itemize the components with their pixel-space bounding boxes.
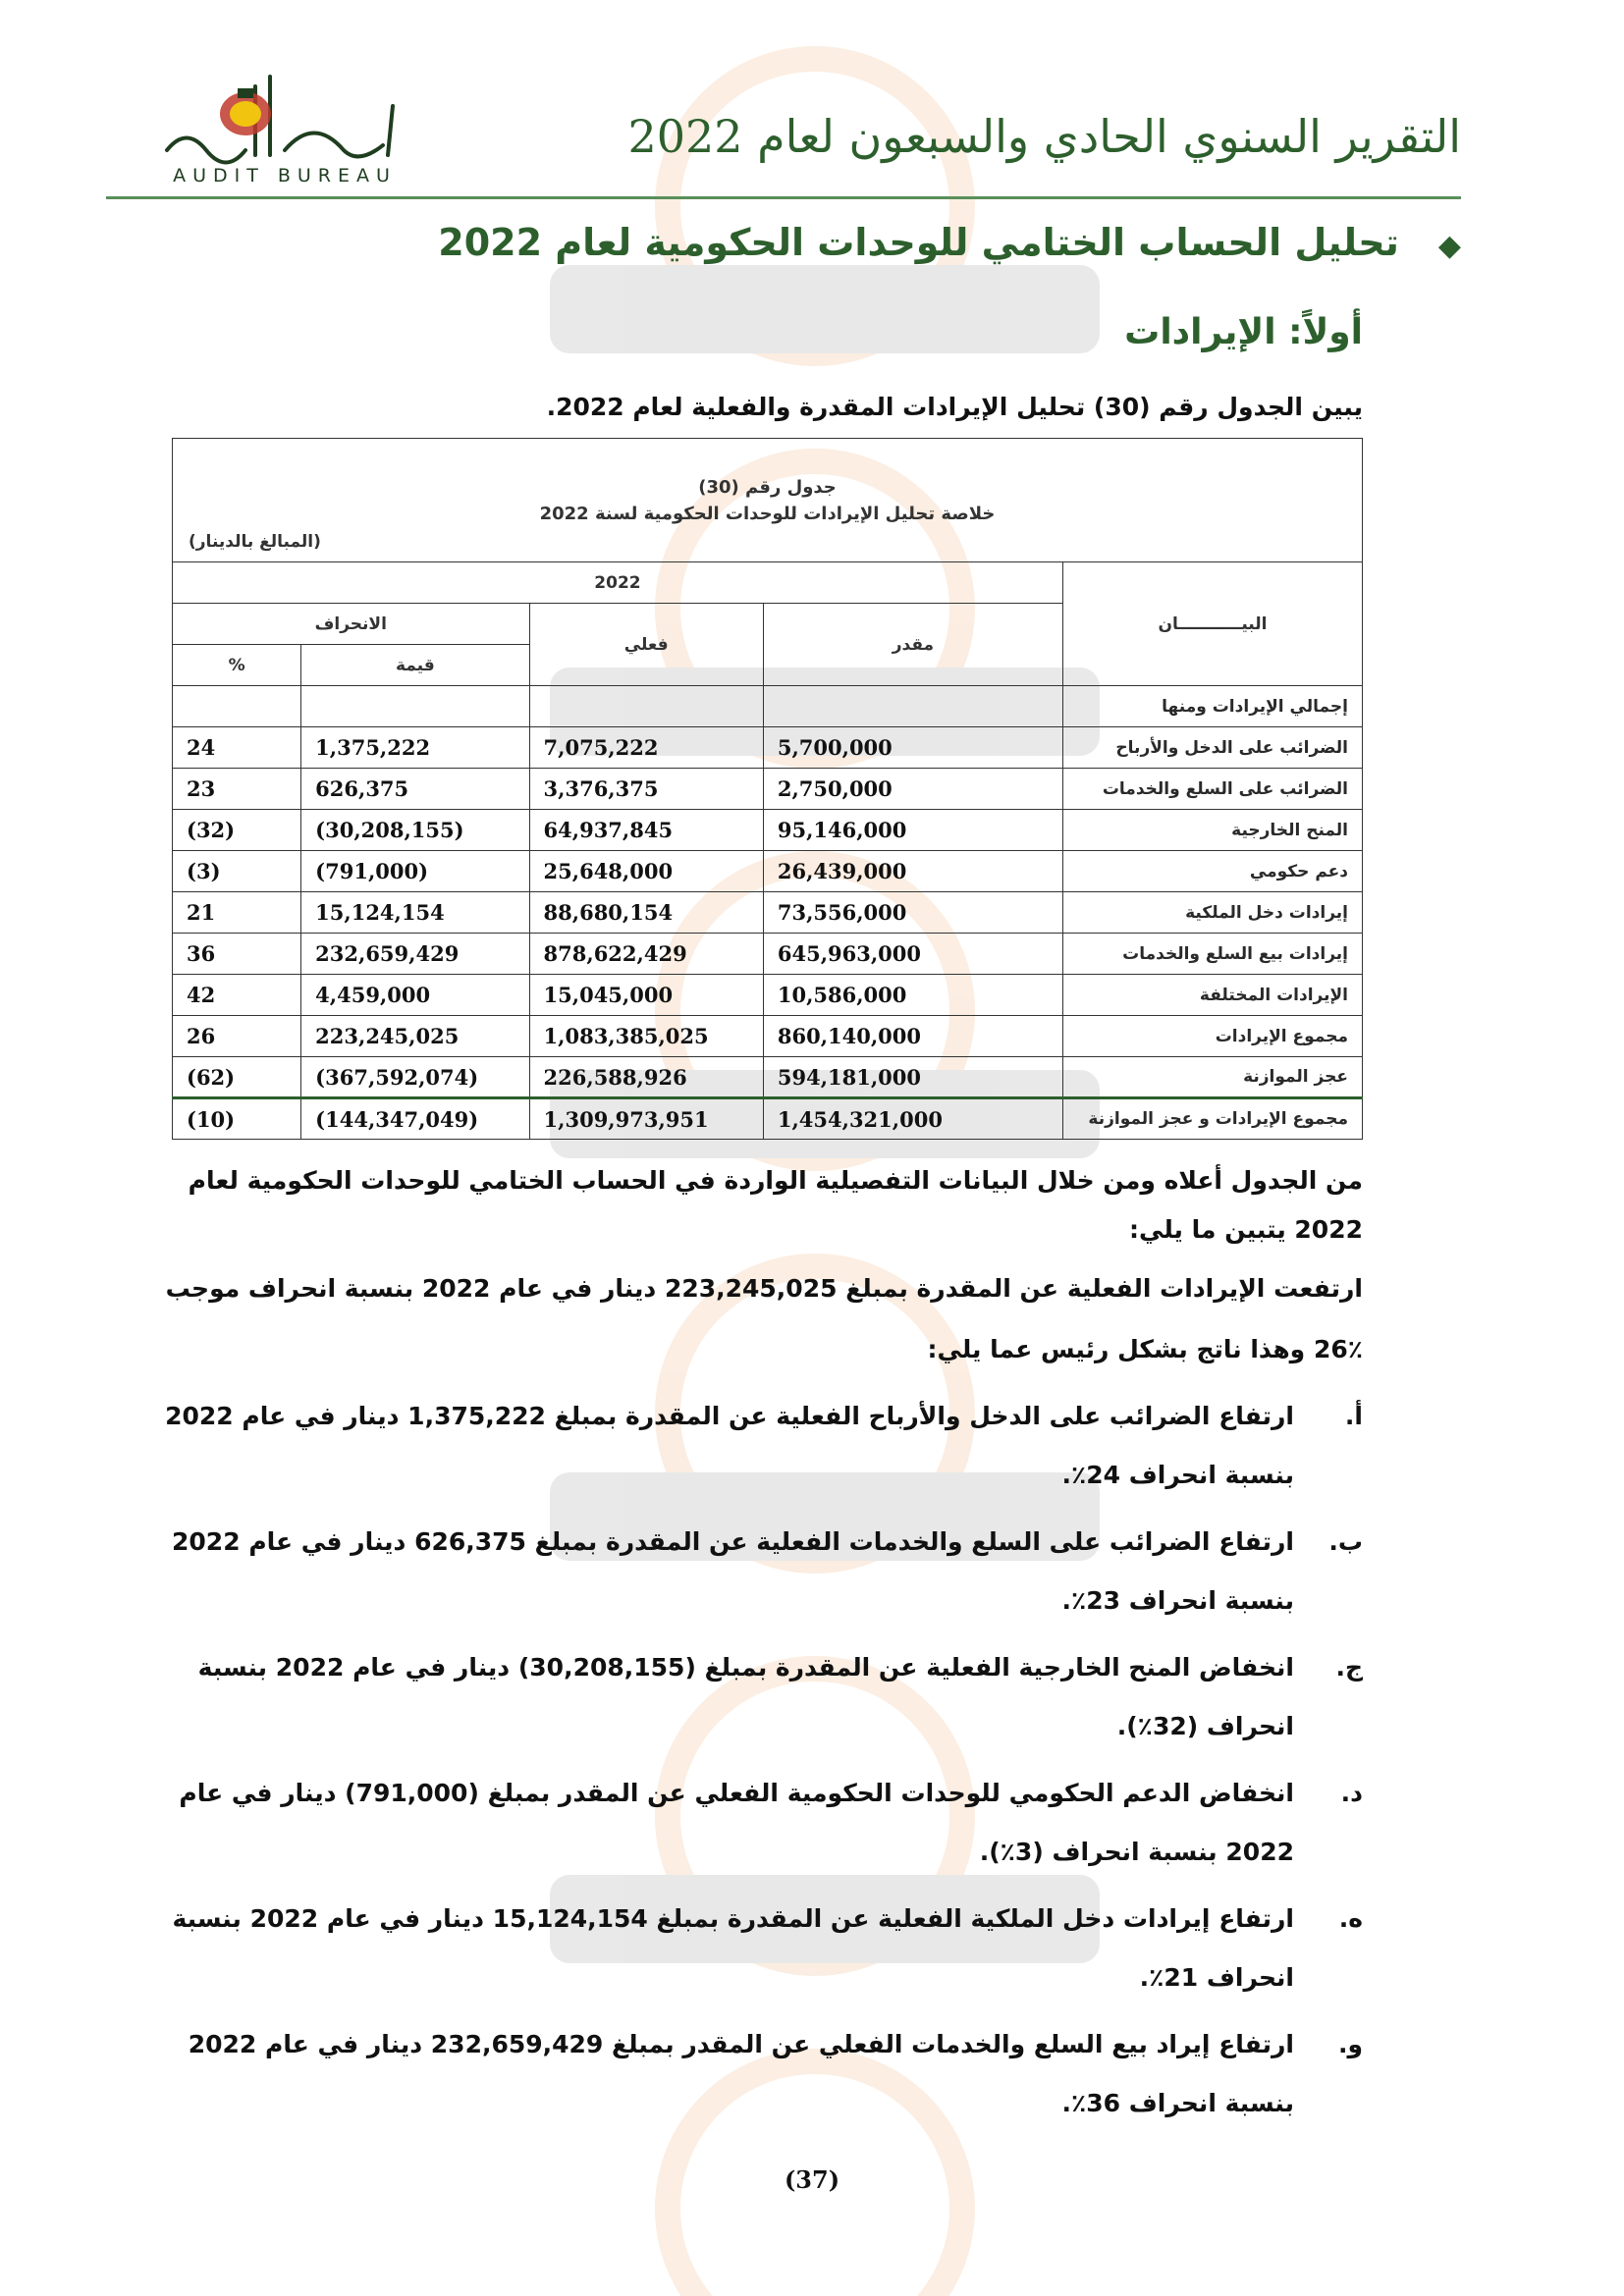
empty-cell bbox=[173, 686, 301, 727]
row-percent: 42 bbox=[173, 975, 301, 1016]
table-row bbox=[173, 975, 1363, 1016]
total-estimated: 1,454,321,000 bbox=[763, 1098, 1062, 1140]
item-line1: انخفاض الدعم الحكومي للوحدات الحكومية الفعلي عن المقدر بمبلغ (791,000) دينار في عام bbox=[179, 1779, 1294, 1807]
row-actual: 878,622,429 bbox=[529, 934, 763, 975]
row-actual: 15,045,000 bbox=[529, 975, 763, 1016]
row-label: الضرائب على السلع والخدمات bbox=[1062, 769, 1362, 810]
row-percent: (62) bbox=[173, 1057, 301, 1098]
revenue-table-wrapper bbox=[172, 438, 1363, 1140]
row-label: المنح الخارجية bbox=[1062, 810, 1362, 851]
row-actual: 7,075,222 bbox=[529, 727, 763, 769]
para1-line1: من الجدول أعلاه ومن خلال البيانات التفصيلية الواردة في الحساب الختامي للوحدات الحكومية لعام bbox=[188, 1166, 1363, 1195]
header-estimated: مقدر bbox=[763, 604, 1062, 686]
header-year: 2022 bbox=[173, 562, 1063, 604]
item-mark: ب. bbox=[1328, 1527, 1363, 1556]
row-percent: 24 bbox=[173, 727, 301, 769]
total-label: مجموع الإيرادات و عجز الموازنة bbox=[1062, 1098, 1362, 1140]
row-estimated: 73,556,000 bbox=[763, 892, 1062, 934]
item-line2: بنسبة انحراف 24٪. bbox=[1061, 1461, 1294, 1489]
row-estimated: 594,181,000 bbox=[763, 1057, 1062, 1098]
section-heading-text: تحليل الحساب الختامي للوحدات الحكومية لعام 2022 bbox=[438, 221, 1399, 264]
para2-line1: ارتفعت الإيرادات الفعلية عن المقدرة بمبلغ 223,245,025 دينار في عام 2022 بنسبة انحراف موجب bbox=[165, 1274, 1363, 1303]
empty-cell bbox=[763, 686, 1062, 727]
total-value: (144,347,049) bbox=[301, 1098, 529, 1140]
page-header bbox=[0, 0, 1624, 206]
row-estimated: 10,586,000 bbox=[763, 975, 1062, 1016]
row-estimated: 26,439,000 bbox=[763, 851, 1062, 892]
row-percent: 21 bbox=[173, 892, 301, 934]
row-actual: 88,680,154 bbox=[529, 892, 763, 934]
header-value: قيمة bbox=[301, 645, 529, 686]
item-line2: بنسبة انحراف 36٪. bbox=[1061, 2089, 1294, 2117]
para1-line2: 2022 يتبين ما يلي: bbox=[1129, 1215, 1363, 1244]
row-label: مجموع الإيرادات bbox=[1062, 1016, 1362, 1057]
row-percent: 23 bbox=[173, 769, 301, 810]
row-label: إيرادات بيع السلع والخدمات bbox=[1062, 934, 1362, 975]
item-mark: د. bbox=[1340, 1779, 1363, 1807]
revenue-table bbox=[172, 438, 1363, 1140]
row-value: (367,592,074) bbox=[301, 1057, 529, 1098]
total-actual: 1,309,973,951 bbox=[529, 1098, 763, 1140]
crown-emblem-icon bbox=[220, 88, 271, 135]
row-value: 626,375 bbox=[301, 769, 529, 810]
row-percent: (3) bbox=[173, 851, 301, 892]
item-line2: انحراف 21٪. bbox=[1139, 1963, 1294, 1992]
intro-text: يبين الجدول رقم (30) تحليل الإيرادات المقدرة والفعلية لعام 2022. bbox=[546, 393, 1363, 421]
table-total-row bbox=[173, 1098, 1363, 1140]
table-caption-row bbox=[173, 439, 1363, 562]
row-estimated: 645,963,000 bbox=[763, 934, 1062, 975]
row-label: دعم حكومي bbox=[1062, 851, 1362, 892]
item-mark: ه. bbox=[1338, 1904, 1363, 1933]
table-header-row-1 bbox=[173, 562, 1363, 604]
table-title: خلاصة تحليل الإيرادات للوحدات الحكومية لسنة 2022 bbox=[539, 503, 996, 524]
item-line1: ارتفاع الضرائب على الدخل والأرباح الفعلية عن المقدرة بمبلغ 1,375,222 دينار في عام 2022 bbox=[165, 1402, 1294, 1430]
table-unit: (المبالغ بالدينار) bbox=[189, 532, 321, 552]
row-value: 4,459,000 bbox=[301, 975, 529, 1016]
sub-heading: أولاً: الإيرادات bbox=[1124, 312, 1363, 352]
section-heading bbox=[438, 221, 1461, 264]
header-deviation: الانحراف bbox=[173, 604, 530, 645]
row-value: 1,375,222 bbox=[301, 727, 529, 769]
header-percent: % bbox=[173, 645, 301, 686]
table-group-row bbox=[173, 686, 1363, 727]
row-percent: 26 bbox=[173, 1016, 301, 1057]
row-estimated: 5,700,000 bbox=[763, 727, 1062, 769]
header-statement: البيـــــــــــان bbox=[1062, 562, 1362, 686]
item-line2: 2022 بنسبة انحراف (3٪). bbox=[979, 1838, 1294, 1866]
item-mark: و. bbox=[1337, 2030, 1363, 2058]
row-percent: (32) bbox=[173, 810, 301, 851]
table-row bbox=[173, 727, 1363, 769]
item-line1: انخفاض المنح الخارجية الفعلية عن المقدرة بمبلغ (30,208,155) دينار في عام 2022 بنسبة bbox=[197, 1653, 1294, 1682]
row-label: إيرادات دخل الملكية bbox=[1062, 892, 1362, 934]
table-row bbox=[173, 769, 1363, 810]
total-percent: (10) bbox=[173, 1098, 301, 1140]
table-row bbox=[173, 851, 1363, 892]
table-row bbox=[173, 1016, 1363, 1057]
row-estimated: 95,146,000 bbox=[763, 810, 1062, 851]
row-actual: 64,937,845 bbox=[529, 810, 763, 851]
row-estimated: 2,750,000 bbox=[763, 769, 1062, 810]
item-line1: ارتفاع الضرائب على السلع والخدمات الفعلية عن المقدرة بمبلغ 626,375 دينار في عام 2022 bbox=[172, 1527, 1294, 1556]
para2-line2: 26٪ وهذا ناتج بشكل رئيس عما يلي: bbox=[927, 1335, 1363, 1363]
logo-caption: AUDIT BUREAU bbox=[173, 165, 397, 187]
row-value: (30,208,155) bbox=[301, 810, 529, 851]
table-row bbox=[173, 1057, 1363, 1098]
row-actual: 25,648,000 bbox=[529, 851, 763, 892]
row-actual: 226,588,926 bbox=[529, 1057, 763, 1098]
header-actual: فعلي bbox=[529, 604, 763, 686]
table-row bbox=[173, 892, 1363, 934]
row-value: (791,000) bbox=[301, 851, 529, 892]
empty-cell bbox=[529, 686, 763, 727]
row-actual: 3,376,375 bbox=[529, 769, 763, 810]
item-line1: ارتفاع إيرادات دخل الملكية الفعلية عن المقدرة بمبلغ 15,124,154 دينار في عام 2022 بنسبة bbox=[172, 1904, 1294, 1933]
item-line2: انحراف (32٪). bbox=[1116, 1712, 1294, 1740]
table-row bbox=[173, 934, 1363, 975]
empty-cell bbox=[301, 686, 529, 727]
page-number: (37) bbox=[784, 2165, 840, 2194]
row-value: 15,124,154 bbox=[301, 892, 529, 934]
table-number: جدول رقم (30) bbox=[698, 476, 837, 498]
row-percent: 36 bbox=[173, 934, 301, 975]
item-mark: أ. bbox=[1344, 1402, 1363, 1430]
table-caption bbox=[173, 439, 1363, 562]
report-title: التقرير السنوي الحادي والسبعون لعام 2022 bbox=[627, 110, 1461, 163]
row-estimated: 860,140,000 bbox=[763, 1016, 1062, 1057]
row-label: عجز الموازنة bbox=[1062, 1057, 1362, 1098]
row-label: الضرائب على الدخل والأرباح bbox=[1062, 727, 1362, 769]
item-line2: بنسبة انحراف 23٪. bbox=[1061, 1586, 1294, 1615]
row-value: 232,659,429 bbox=[301, 934, 529, 975]
header-divider bbox=[106, 196, 1461, 199]
table-row bbox=[173, 810, 1363, 851]
item-line1: ارتفاع إيراد بيع السلع والخدمات الفعلي عن المقدر بمبلغ 232,659,429 دينار في عام 2022 bbox=[188, 2030, 1294, 2058]
group-label: إجمالي الإيرادات ومنها bbox=[1062, 686, 1362, 727]
item-mark: ج. bbox=[1335, 1653, 1363, 1682]
row-actual: 1,083,385,025 bbox=[529, 1016, 763, 1057]
row-label: الإيرادات المختلفة bbox=[1062, 975, 1362, 1016]
diamond-bullet-icon: ◆ bbox=[1437, 229, 1461, 263]
row-value: 223,245,025 bbox=[301, 1016, 529, 1057]
